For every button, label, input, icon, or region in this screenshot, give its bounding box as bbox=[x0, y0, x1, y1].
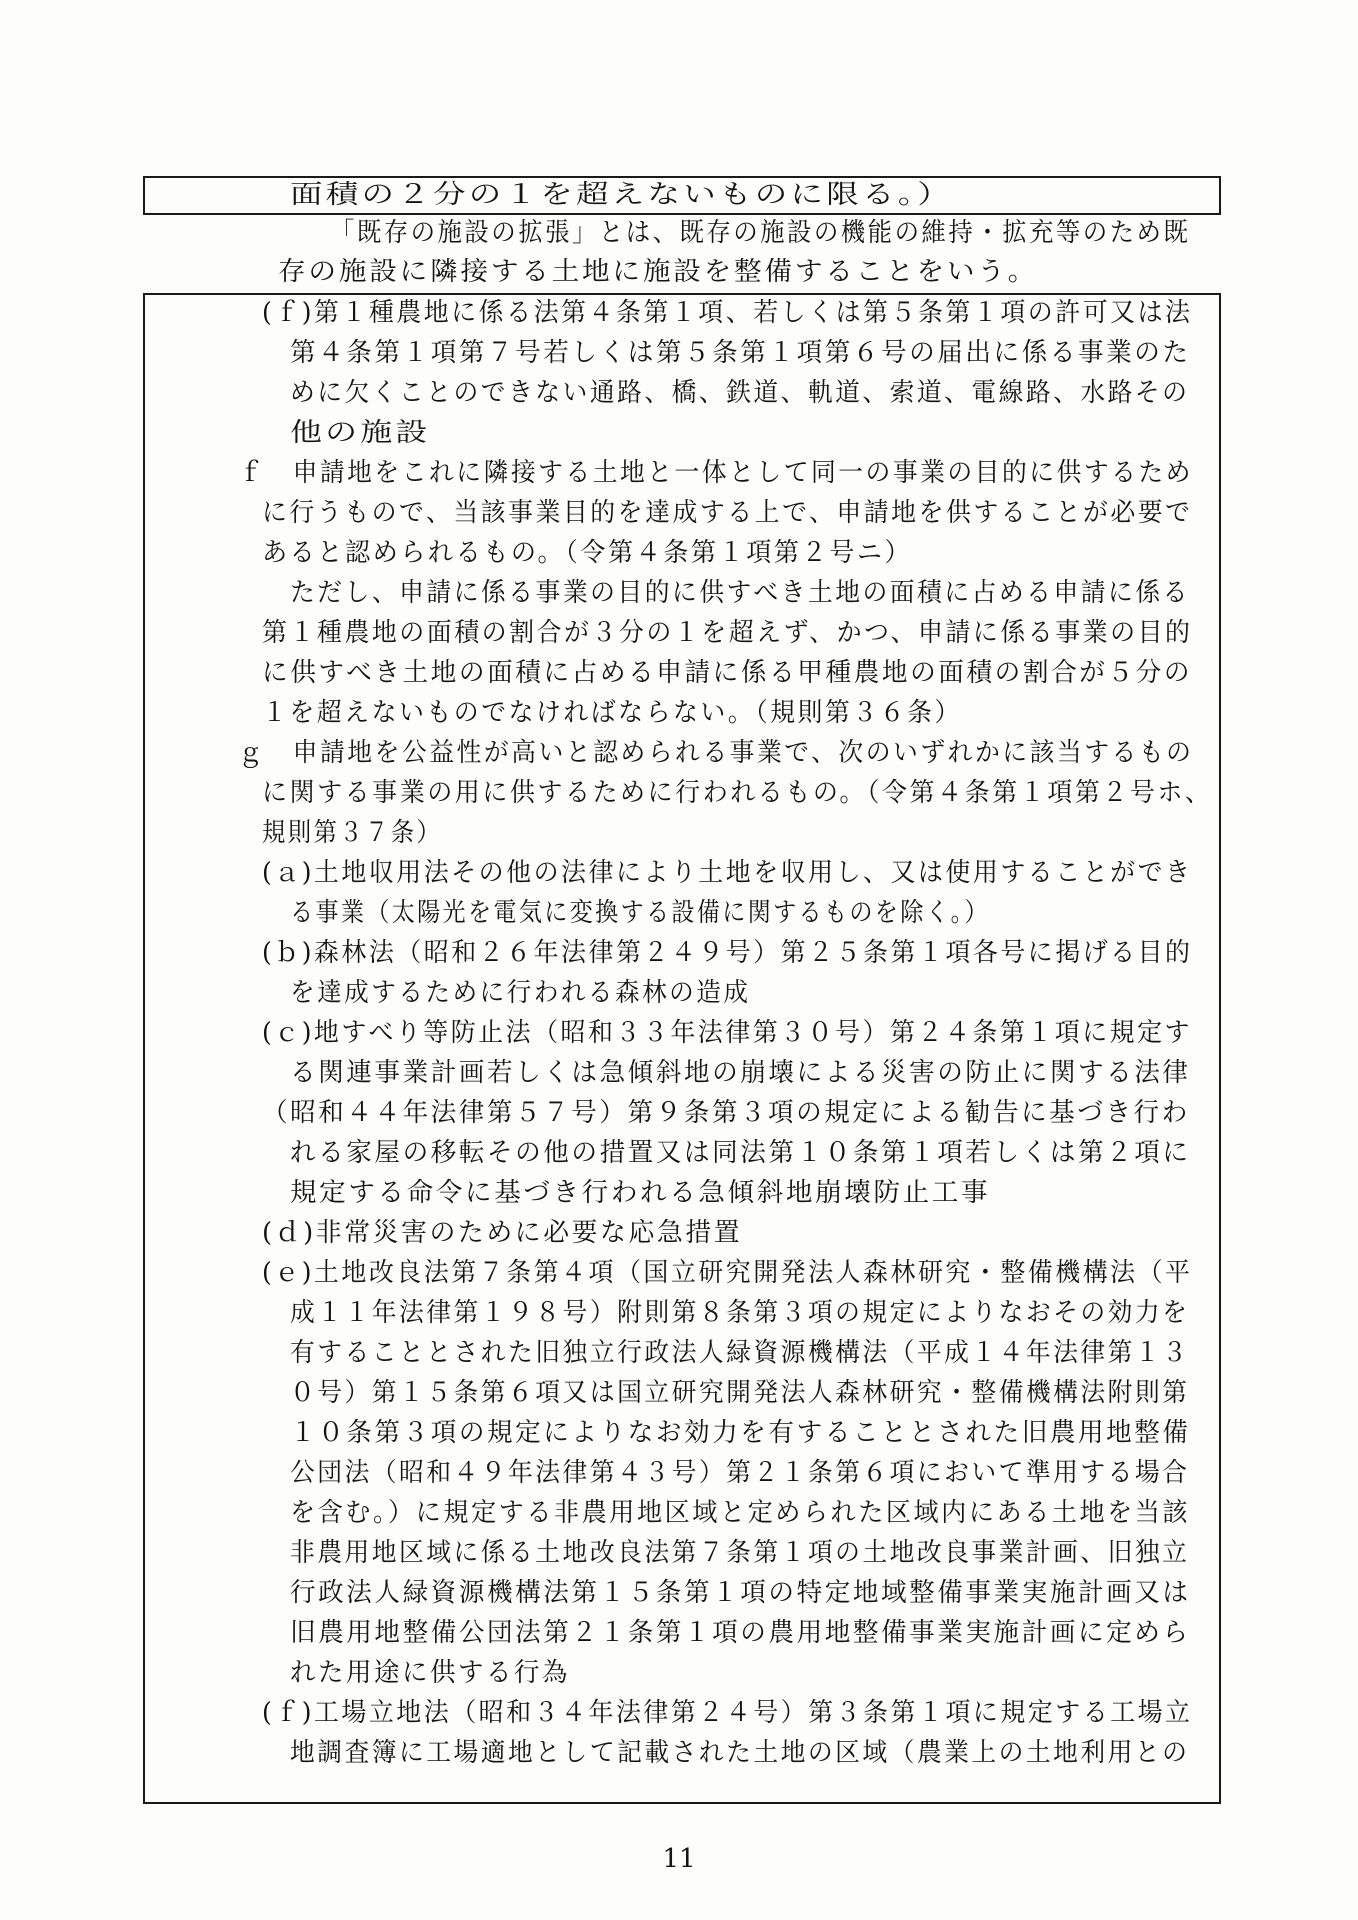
text-line: 規則第３７条） bbox=[262, 818, 443, 848]
text-line: る事業（太陽光を電気に変換する設備に関するものを除く。） bbox=[290, 898, 990, 928]
text-line: 有することとされた旧独立行政法人緑資源機構法（平成１４年法律第１３ bbox=[290, 1338, 1190, 1368]
text-line: (ｂ)森林法（昭和２６年法律第２４９号）第２５条第１項各号に掲げる目的 bbox=[262, 938, 1193, 968]
text-line: 第１種農地の面積の割合が３分の１を超えず、かつ、申請に係る事業の目的 bbox=[262, 618, 1193, 648]
text-line: に行うもので、当該事業目的を達成する上で、申請地を供することが必要で bbox=[262, 498, 1193, 528]
text-line: 旧農用地整備公団法第２１条第１項の農用地整備事業実施計画に定めら bbox=[290, 1618, 1191, 1648]
text-line: ｇ 申請地を公益性が高いと認められる事業で、次のいずれかに該当するもの bbox=[238, 738, 1194, 768]
text-line: ０号）第１５条第６項又は国立研究開発法人森林研究・整備機構法附則第 bbox=[290, 1378, 1190, 1408]
text-line: 成１１年法律第１９８号）附則第８条第３項の規定によりなおその効力を bbox=[290, 1298, 1190, 1328]
text-line: 第４条第１項第７号若しくは第５条第１項第６号の届出に係る事業のた bbox=[290, 338, 1191, 368]
text-line: に供すべき土地の面積に占める申請に係る甲種農地の面積の割合が５分の bbox=[262, 658, 1193, 688]
text-line: （昭和４４年法律第５７号）第９条第３項の規定による勧告に基づき行わ bbox=[262, 1098, 1190, 1128]
page-number: 11 bbox=[662, 1844, 696, 1874]
text-line: 存の施設に隣接する土地に施設を整備することをいう。 bbox=[278, 257, 1039, 287]
text-line: 非農用地区域に係る土地改良法第７条第１項の土地改良事業計画、旧独立 bbox=[290, 1538, 1190, 1568]
text-line: を達成するために行われる森林の造成 bbox=[290, 978, 751, 1008]
text-line: 他の施設 bbox=[290, 418, 431, 448]
text-line: (ｄ)非常災害のために必要な応急措置 bbox=[262, 1218, 743, 1248]
text-line: に関する事業の用に供するために行われるもの。（令第４条第１項第２号ホ、 bbox=[262, 778, 1213, 808]
text-line: る関連事業計画若しくは急傾斜地の崩壊による災害の防止に関する法律 bbox=[290, 1058, 1191, 1088]
text-line: 公団法（昭和４９年法律第４３号）第２１条第６項において準用する場合 bbox=[290, 1458, 1190, 1488]
text-line: (ｆ)第１種農地に係る法第４条第１項、若しくは第５条第１項の許可又は法 bbox=[262, 298, 1193, 328]
text-line: 「既存の施設の拡張」とは、既存の施設の機能の維持・拡充等のため既 bbox=[330, 218, 1191, 248]
text-line: れた用途に供する行為 bbox=[290, 1658, 571, 1688]
text-line: めに欠くことのできない通路、橋、鉄道、軌道、索道、電線路、水路その bbox=[290, 378, 1190, 408]
text-line: あると認められるもの。（令第４条第１項第２号ニ） bbox=[262, 538, 913, 568]
text-line: ｆ 申請地をこれに隣接する土地と一体として同一の事業の目的に供するため bbox=[238, 458, 1193, 488]
text-line: 行政法人緑資源機構法第１５条第１項の特定地域整備事業実施計画又は bbox=[290, 1578, 1191, 1608]
text-line: 面積の２分の１を超えないものに限る。） bbox=[290, 180, 954, 210]
text-line: (ａ)土地収用法その他の法律により土地を収用し、又は使用することができ bbox=[262, 858, 1193, 888]
text-line: 地調査簿に工場適地として記載された土地の区域（農業上の土地利用との bbox=[290, 1738, 1190, 1768]
text-line: ただし、申請に係る事業の目的に供すべき土地の面積に占める申請に係る bbox=[290, 578, 1190, 608]
text-line: 規定する命令に基づき行われる急傾斜地崩壊防止工事 bbox=[290, 1178, 991, 1208]
text-line: れる家屋の移転その他の措置又は同法第１０条第１項若しくは第２項に bbox=[290, 1138, 1191, 1168]
text-line: １０条第３項の規定によりなお効力を有することとされた旧農用地整備 bbox=[290, 1418, 1191, 1448]
text-line: を含む。）に規定する非農用地区域と定められた区域内にある土地を当該 bbox=[290, 1498, 1191, 1528]
text-line: (ｃ)地すべり等防止法（昭和３３年法律第３０号）第２４条第１項に規定す bbox=[262, 1018, 1193, 1048]
text-line: １を超えないものでなければならない。（規則第３６条） bbox=[262, 698, 962, 728]
text-line: (ｆ)工場立地法（昭和３４年法律第２４号）第３条第１項に規定する工場立 bbox=[262, 1698, 1193, 1728]
text-line: (ｅ)土地改良法第７条第４項（国立研究開発法人森林研究・整備機構法（平 bbox=[262, 1258, 1193, 1288]
